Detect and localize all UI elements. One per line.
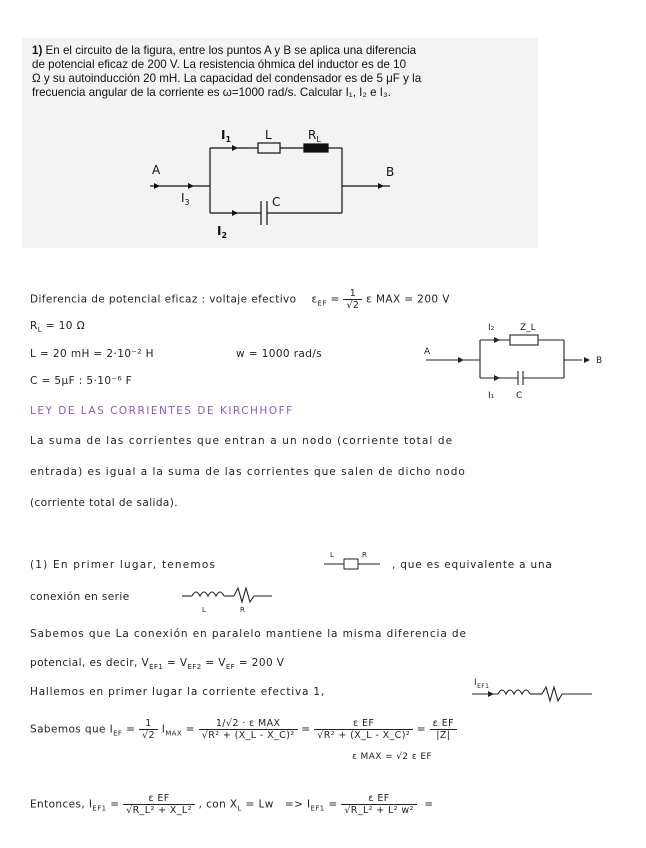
step1-effective-current: Hallemos en primer lugar la corriente efectiva 1, xyxy=(30,686,326,698)
mini-node-a: A xyxy=(424,347,431,357)
mini-node-b: B xyxy=(596,356,603,366)
imax-fraction: $\frac{\text{1/√2 · ε MAX}}{\text{√R² + (X\_L - X\_C)²}}$ xyxy=(199,718,298,741)
notes-c-value: C = 5μF : 5·10⁻⁶ F xyxy=(30,375,133,387)
law-line-1: La suma de las corrientes que entran a un nodo (corriente total de xyxy=(30,435,454,447)
problem-number: 1) xyxy=(32,44,43,57)
problem-line-4: frecuencia angular de la corriente es ω=1000 rad/s. Calcular I₁, I₂ e I₃. xyxy=(32,86,391,99)
svg-text:R: R xyxy=(362,551,367,559)
ief1-label: $I_{EF1}$ xyxy=(474,678,490,690)
ief1-branch-sketch xyxy=(470,684,600,706)
notes-rl: $R_L = 10$ Ω xyxy=(30,320,86,335)
ief1-fraction: $\frac{\text{ε EF}}{\text{√R\_L² + X\_L²}}$ xyxy=(123,793,195,816)
notes-line-diferencia: Diferencia de potencial eficaz : voltaje efectivo $\varepsilon_{EF}$ = $\frac{1}{√2}$ ε MAX = 200 V xyxy=(30,288,450,311)
mini-zl: Z_L xyxy=(520,323,536,333)
step1-series-text: conexión en serie xyxy=(30,591,130,603)
mini-current-2: I₂ xyxy=(488,323,495,333)
mini-current-1: I₁ xyxy=(488,391,495,401)
problem-line-1: En el circuito de la figura, entre los puntos A y B se aplica una diferencia xyxy=(45,44,417,57)
voltage-definition-text: Diferencia de potencial eficaz : voltaje efectivo xyxy=(30,293,297,306)
problem-line-2: de potencial eficaz de 200 V. La resistencia óhmica del inductor es de 10 xyxy=(32,58,407,71)
capacitor-label: C xyxy=(272,195,281,209)
law-line-3: (corriente total de salida). xyxy=(30,497,178,509)
emax-note: ε MAX = √2 ε EF xyxy=(352,752,432,762)
one-over-root2-fraction: $\frac{1}{√2}$ xyxy=(343,288,362,311)
current-3-label: $I_3$ xyxy=(181,191,190,207)
ief1-formula-row: Entonces, $I_{EF1}$ = $\frac{\text{ε EF}}{\text{√R\_L² + X\_L²}}$ , con $X_L = Lw$ => $I_{EF1}$ = $\frac{\text{ε EF}}{\text{√R\_L² + L² w²}}$ = xyxy=(30,793,434,816)
node-a-label: A xyxy=(152,163,161,177)
lr-symbol-sketch xyxy=(322,548,384,574)
svg-text:R: R xyxy=(240,606,245,614)
step1-voltage-equal: potencial, es decir, $V_{EF1} = V_{EF2} = V_{EF} = 200$ V xyxy=(30,657,285,672)
series-coil-resistor-sketch xyxy=(180,580,280,614)
resistor-label: $R_L$ xyxy=(308,128,321,144)
ief1-expanded-fraction: $\frac{\text{ε EF}}{\text{√R\_L² + L² w²}}$ xyxy=(341,793,416,816)
svg-text:L: L xyxy=(202,606,206,614)
kirchhoff-title: LEY DE LAS CORRIENTES DE KIRCHHOFF xyxy=(30,405,294,417)
svg-text:L: L xyxy=(330,551,334,559)
notes-w-value: w = 1000 rad/s xyxy=(236,348,323,360)
problem-line-3: Ω y su autoinducción 20 mH. La capacidad del condensador es de 5 μF y la xyxy=(32,72,422,85)
step1-parallel-text: Sabemos que La conexión en paralelo mantiene la misma diferencia de xyxy=(30,628,467,640)
mini-circuit-diagram xyxy=(418,318,618,404)
step1-equivalent: , que es equivalente a una xyxy=(392,559,553,571)
eef-over-impedance-fraction: $\frac{\text{ε EF}}{\text{√R² + (X\_L - X\_C)²}}$ xyxy=(314,718,413,741)
node-b-label: B xyxy=(386,165,395,179)
circuit-diagram xyxy=(22,38,538,248)
ief-formula-row: Sabemos que $I_{EF}$ = $\frac{1}{√2}$ $I_{MAX}$ = $\frac{\text{1/√2 · ε MAX}}{\text{√R² + (X\_L - X\_C)²}}$ = $\frac{\text{ε EF}}{\text{√R² + (X\_L - X\_C)²}}$ = $\frac{\text{ε EF}}{|Z|}$ xyxy=(30,718,457,741)
current-1-label: $I_1$ xyxy=(221,128,232,144)
epsilon-symbol: ε xyxy=(311,293,318,306)
notes-l-value: L = 20 mH = 2·10⁻² H xyxy=(30,348,154,360)
inductor-label: L xyxy=(265,128,272,142)
problem-box xyxy=(22,38,538,248)
eef-over-z-fraction: $\frac{\text{ε EF}}{|Z|}$ xyxy=(430,718,457,741)
current-2-label: $I_2$ xyxy=(217,224,228,240)
law-line-2: entrada) es igual a la suma de las corrientes que salen de dicho nodo xyxy=(30,466,466,478)
step1-intro: (1) En primer lugar, tenemos xyxy=(30,559,217,571)
emax-value: ε MAX = 200 V xyxy=(366,293,450,306)
mini-capacitor: C xyxy=(516,391,523,401)
